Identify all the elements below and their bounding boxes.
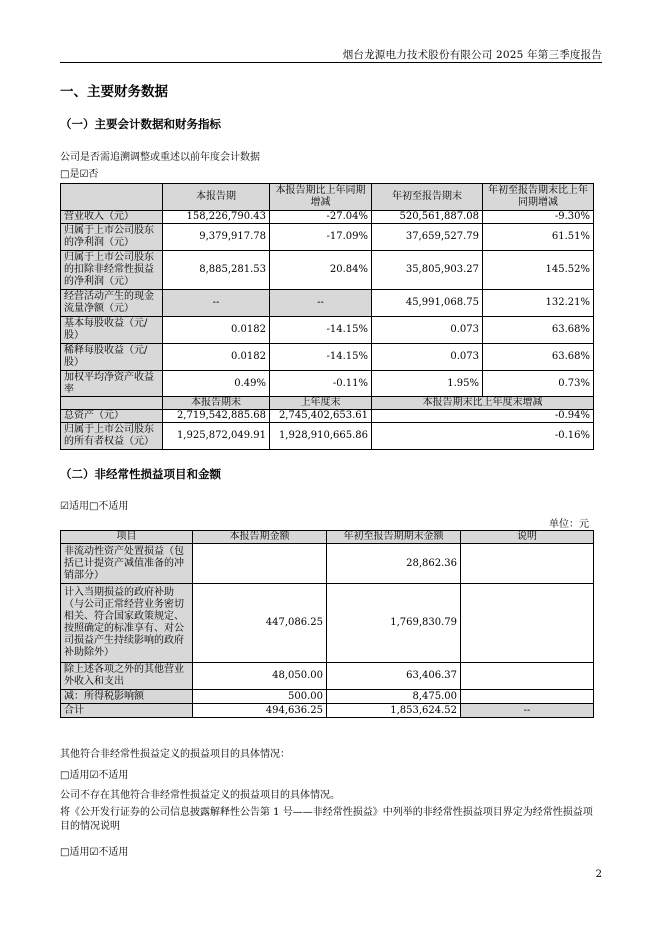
- table-cell: 0.0182: [163, 344, 270, 371]
- header-cell: 项目: [61, 531, 193, 544]
- report-header-title: 烟台龙源电力技术股份有限公司 2025 年第三季度报告: [342, 49, 602, 61]
- restatement-question: 公司是否需追溯调整或重述以前年度会计数据: [60, 152, 260, 163]
- table-row: [61, 251, 594, 290]
- balance-indicators-table: [60, 396, 594, 450]
- table-cell: --: [461, 704, 594, 718]
- table-row: [61, 290, 594, 317]
- table-cell: -17.09%: [270, 224, 372, 251]
- table-cell: 0.073: [372, 344, 483, 371]
- header-cell: 年初至报告期末: [372, 184, 483, 211]
- table-row: [61, 544, 594, 584]
- table-row: [61, 423, 594, 450]
- row-label: 归属于上市公司股东的所有者权益（元）: [61, 423, 163, 450]
- header-cell: [61, 184, 163, 211]
- table-cell: 8,885,281.53: [163, 251, 270, 290]
- table-row: [61, 410, 594, 423]
- table-row: [61, 211, 594, 224]
- row-label: 减：所得税影响额: [61, 690, 193, 704]
- row-label: 非流动性资产处置损益（包括已计提资产减值准备的冲销部分）: [61, 544, 193, 584]
- row-label: 归属于上市公司股东的净利润（元）: [61, 224, 163, 251]
- header-cell: 说明: [461, 531, 594, 544]
- table-cell: 494,636.25: [193, 704, 327, 718]
- table-cell: 2,719,542,885.68: [163, 410, 270, 423]
- table-cell: 45,991,068.75: [372, 290, 483, 317]
- table-cell: 0.073: [372, 317, 483, 344]
- reclassification-note: 将《公开发行证券的公司信息披露解释性公告第 1 号——非经常性损益》中列举的非经常性损益项目界定为经常性损益项目的情况说明: [60, 807, 593, 832]
- row-label: 除上述各项之外的其他营业外收入和支出: [61, 663, 193, 690]
- row-label: 计入当期损益的政府补助（与公司正常经营业务密切相关、符合国家政策规定、按照确定的标准享有、对公司损益产生持续影响的政府补助除外）: [61, 584, 193, 663]
- row-label: 基本每股收益（元/股）: [61, 317, 163, 344]
- row-label: 经营活动产生的现金流量净额（元）: [61, 290, 163, 317]
- table-cell: -14.15%: [270, 344, 372, 371]
- table-row: [61, 224, 594, 251]
- table-cell: --: [163, 290, 270, 317]
- table-cell: 20.84%: [270, 251, 372, 290]
- table-row: [61, 663, 594, 690]
- table-cell: 61.51%: [483, 224, 594, 251]
- table-header-row: [61, 184, 594, 211]
- restatement-answer: □是☑否: [60, 169, 99, 180]
- table-cell: 63,406.37: [327, 663, 461, 690]
- table-cell: 0.73%: [483, 371, 594, 398]
- table-cell: [461, 663, 594, 690]
- table-cell: 8,475.00: [327, 690, 461, 704]
- header-cell: 本报告期金额: [193, 531, 327, 544]
- other-items-note: 其他符合非经常性损益定义的损益项目的具体情况：: [60, 749, 290, 760]
- row-label: 归属于上市公司股东的扣除非经常性损益的净利润（元）: [61, 251, 163, 290]
- table-cell: 1,769,830.79: [327, 584, 461, 663]
- reclassification-applicability: □适用☑不适用: [60, 847, 129, 858]
- table-cell: -0.94%: [372, 410, 594, 423]
- table-cell: 0.49%: [163, 371, 270, 398]
- table-row: [61, 371, 594, 398]
- table-cell: -0.11%: [270, 371, 372, 398]
- table-cell: 63.68%: [483, 317, 594, 344]
- table-cell: -9.30%: [483, 211, 594, 224]
- table-row: [61, 584, 594, 663]
- header-cell: 本报告期末: [163, 397, 270, 410]
- subsection-title-2: （二）非经常性损益项目和金额: [60, 467, 221, 481]
- no-other-items-statement: 公司不存在其他符合非经常性损益定义的损益项目的具体情况。: [60, 790, 340, 801]
- table-cell: [193, 544, 327, 584]
- table-cell: 0.0182: [163, 317, 270, 344]
- section-title: 一、主要财务数据: [60, 84, 168, 100]
- table-header-row: [61, 531, 594, 544]
- table-cell: 1.95%: [372, 371, 483, 398]
- table-cell: 35,805,903.27: [372, 251, 483, 290]
- row-label: 总资产（元）: [61, 410, 163, 423]
- row-label: 加权平均净资产收益率: [61, 371, 163, 398]
- table-cell: -27.04%: [270, 211, 372, 224]
- table-cell: [461, 544, 594, 584]
- header-divider: [60, 62, 602, 63]
- unit-label: 单位：元: [549, 519, 589, 530]
- applicability-status: ☑适用□不适用: [60, 501, 129, 512]
- table-cell: 37,659,527.79: [372, 224, 483, 251]
- table-cell: -14.15%: [270, 317, 372, 344]
- non-recurring-items-table: [60, 530, 594, 718]
- row-label: 营业收入（元）: [61, 211, 163, 224]
- table-cell: 447,086.25: [193, 584, 327, 663]
- table-cell: 1,925,872,049.91: [163, 423, 270, 450]
- table-cell: [461, 690, 594, 704]
- table-cell: 1,928,910,665.86: [270, 423, 372, 450]
- subsection-title-1: （一）主要会计数据和财务指标: [60, 117, 221, 131]
- table-row: [61, 690, 594, 704]
- table-row: [61, 704, 594, 718]
- table-cell: 2,745,402,653.61: [270, 410, 372, 423]
- table-cell: 9,379,917.78: [163, 224, 270, 251]
- page-number: 2: [595, 869, 602, 880]
- other-items-applicability: □适用☑不适用: [60, 770, 129, 781]
- row-label: 稀释每股收益（元/股）: [61, 344, 163, 371]
- table-cell: 48,050.00: [193, 663, 327, 690]
- header-cell: 本报告期: [163, 184, 270, 211]
- table-cell: 500.00: [193, 690, 327, 704]
- table-cell: 158,226,790.43: [163, 211, 270, 224]
- header-cell: 上年度末: [270, 397, 372, 410]
- table-row: [61, 344, 594, 371]
- row-label: 合计: [61, 704, 193, 718]
- header-cell: 本报告期比上年同期增减: [270, 184, 372, 211]
- table-cell: 63.68%: [483, 344, 594, 371]
- table-header-row: [61, 397, 594, 410]
- table-cell: --: [270, 290, 372, 317]
- header-cell: 年初至报告期期末金额: [327, 531, 461, 544]
- header-cell: 本报告期末比上年度末增减: [372, 397, 594, 410]
- table-cell: 132.21%: [483, 290, 594, 317]
- table-cell: 28,862.36: [327, 544, 461, 584]
- table-cell: -0.16%: [372, 423, 594, 450]
- table-cell: 520,561,887.08: [372, 211, 483, 224]
- table-cell: 145.52%: [483, 251, 594, 290]
- header-cell: [61, 397, 163, 410]
- header-cell: 年初至报告期末比上年同期增减: [483, 184, 594, 211]
- financial-indicators-table: [60, 183, 594, 398]
- table-cell: [461, 584, 594, 663]
- table-cell: 1,853,624.52: [327, 704, 461, 718]
- table-row: [61, 317, 594, 344]
